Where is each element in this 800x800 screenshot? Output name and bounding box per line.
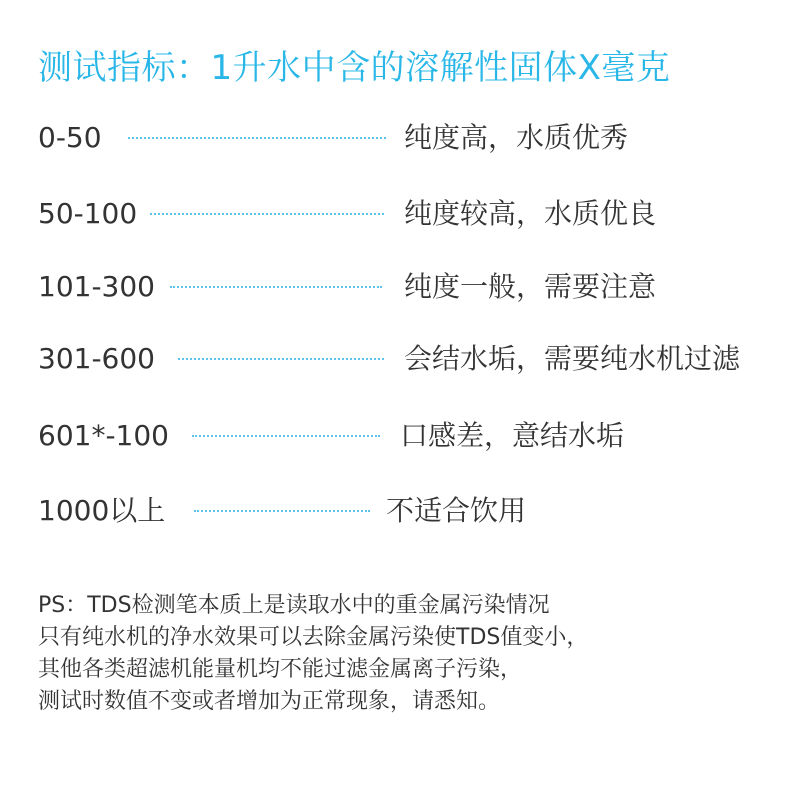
tds-description: 纯度较高，水质优良 <box>404 197 657 230</box>
page-title: 测试指标：1升水中含的溶解性固体X毫克 <box>38 48 671 88</box>
tds-description: 纯度一般，需要注意 <box>404 270 657 303</box>
dotted-leader <box>178 358 384 360</box>
dotted-leader <box>128 137 386 139</box>
dotted-leader <box>170 286 382 288</box>
note-line: 其他各类超滤机能量机均不能过滤金属离子污染， <box>38 657 523 682</box>
tds-range: 101-300 <box>38 270 155 303</box>
dotted-leader <box>192 435 380 437</box>
tds-description: 口感差，意结水垢 <box>400 419 625 452</box>
tds-description: 会结水垢，需要纯水机过滤 <box>404 342 741 375</box>
tds-description: 不适合饮用 <box>386 494 527 527</box>
tds-range: 1000以上 <box>38 494 166 527</box>
tds-row <box>0 337 800 381</box>
tds-row <box>0 265 800 309</box>
tds-range: 0-50 <box>38 121 102 154</box>
tds-range: 50-100 <box>38 197 138 230</box>
ps-note <box>38 590 778 718</box>
note-line: PS：TDS检测笔本质上是读取水中的重金属污染情况 <box>38 593 550 618</box>
tds-row <box>0 414 800 458</box>
tds-row <box>0 116 800 160</box>
dotted-leader <box>194 510 370 512</box>
note-line: 只有纯水机的净水效果可以去除金属污染使TDS值变小， <box>38 625 589 650</box>
tds-description: 纯度高，水质优秀 <box>404 121 629 154</box>
tds-range: 601*-100 <box>38 419 169 452</box>
tds-row <box>0 489 800 533</box>
tds-row <box>0 192 800 236</box>
note-line: 测试时数值不变或者增加为正常现象，请悉知。 <box>38 689 501 714</box>
tds-range: 301-600 <box>38 342 155 375</box>
dotted-leader <box>150 213 384 215</box>
